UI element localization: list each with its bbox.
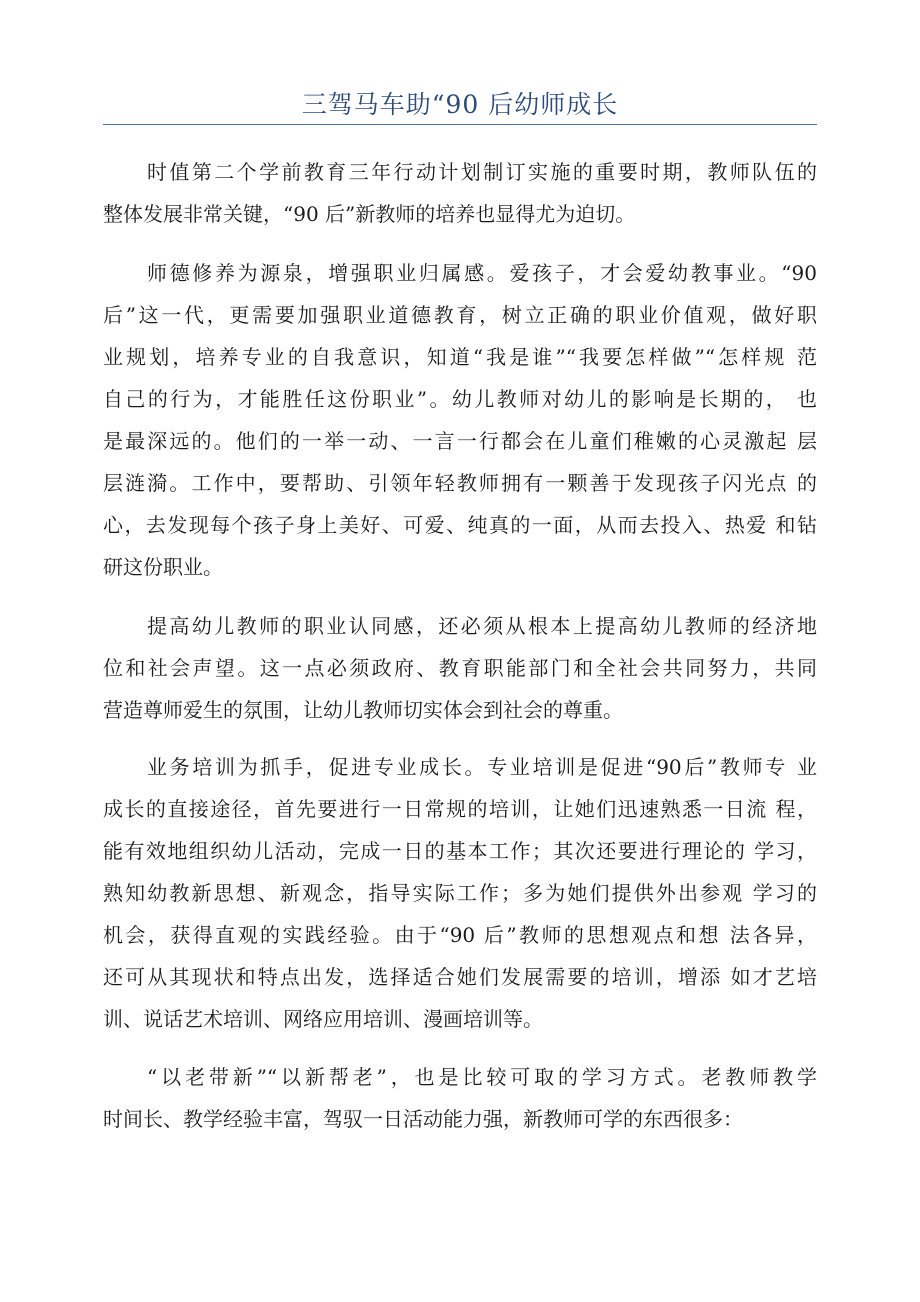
paragraph-line: 心，去发现每个孩子身上美好、可爱、纯真的一面，从而去投入、热爱 和钻 [103, 513, 817, 537]
paragraph-line: 自己的行为，才能胜任这份职业”。幼儿教师对幼儿的影响是长期的， 也 [103, 387, 817, 411]
paragraph-line: 机会，获得直观的实践经验。由于“90 后”教师的思想观点和想 法各异， [103, 923, 817, 947]
document-title: 三驾马车助“90 后幼师成长 [301, 90, 619, 119]
paragraph-1 [103, 151, 817, 235]
paragraph-line: 后”这一代，更需要加强职业道德教育，树立正确的职业价值观，做好职 [103, 303, 817, 327]
paragraph-line: 训、说话艺术培训、网络应用培训、漫画培训等。 [103, 1007, 543, 1031]
paragraph-line: 业规划，培养专业的自我意识，知道“我是谁”“我要怎样做”“怎样规 范 [103, 345, 817, 369]
paragraph-4 [103, 746, 817, 1040]
paragraph-line: “以老带新”“以新帮老”，也是比较可取的学习方式。老教师教学 [147, 1065, 817, 1089]
paragraph-line: 时间长、教学经验丰富，驾驭一日活动能力强，新教师可学的东西很多： [103, 1107, 743, 1131]
paragraph-line: 研这份职业。 [103, 555, 223, 579]
title-underline [103, 124, 817, 125]
paragraph-line: 业务培训为抓手，促进专业成长。专业培训是促进“90后”教师专 业 [147, 755, 817, 779]
paragraph-3 [103, 605, 817, 731]
paragraph-line: 提高幼儿教师的职业认同感，还必须从根本上提高幼儿教师的经济地 [147, 614, 817, 638]
paragraph-line: 整体发展非常关键，“90 后”新教师的培养也显得尤为迫切。 [103, 202, 636, 226]
paragraph-line: 熟知幼教新思想、新观念，指导实际工作；多为她们提供外出参观 学习的 [103, 881, 817, 905]
paragraph-line: 师德修养为源泉，增强职业归属感。爱孩子，才会爱幼教事业。“90 [147, 261, 817, 285]
paragraph-5 [103, 1056, 817, 1140]
paragraph-line: 还可从其现状和特点出发，选择适合她们发展需要的培训，增添 如才艺培 [103, 965, 817, 989]
paragraph-line: 营造尊师爱生的氛围，让幼儿教师切实体会到社会的尊重。 [103, 698, 623, 722]
paragraph-2 [103, 252, 817, 588]
paragraph-line: 能有效地组织幼儿活动，完成一日的基本工作；其次还要进行理论的 学习， [103, 839, 817, 863]
paragraph-line: 成长的直接途径，首先要进行一日常规的培训，让她们迅速熟悉一日流 程， [103, 797, 817, 821]
paragraph-line: 时值第二个学前教育三年行动计划制订实施的重要时期，教师队伍的 [147, 160, 817, 184]
paragraph-line: 是最深远的。他们的一举一动、一言一行都会在儿童们稚嫩的心灵激起 层 [103, 429, 817, 453]
paragraph-line: 层涟漪。工作中，要帮助、引领年轻教师拥有一颗善于发现孩子闪光点 的 [103, 471, 817, 495]
paragraph-line: 位和社会声望。这一点必须政府、教育职能部门和全社会共同努力，共同 [103, 656, 817, 680]
